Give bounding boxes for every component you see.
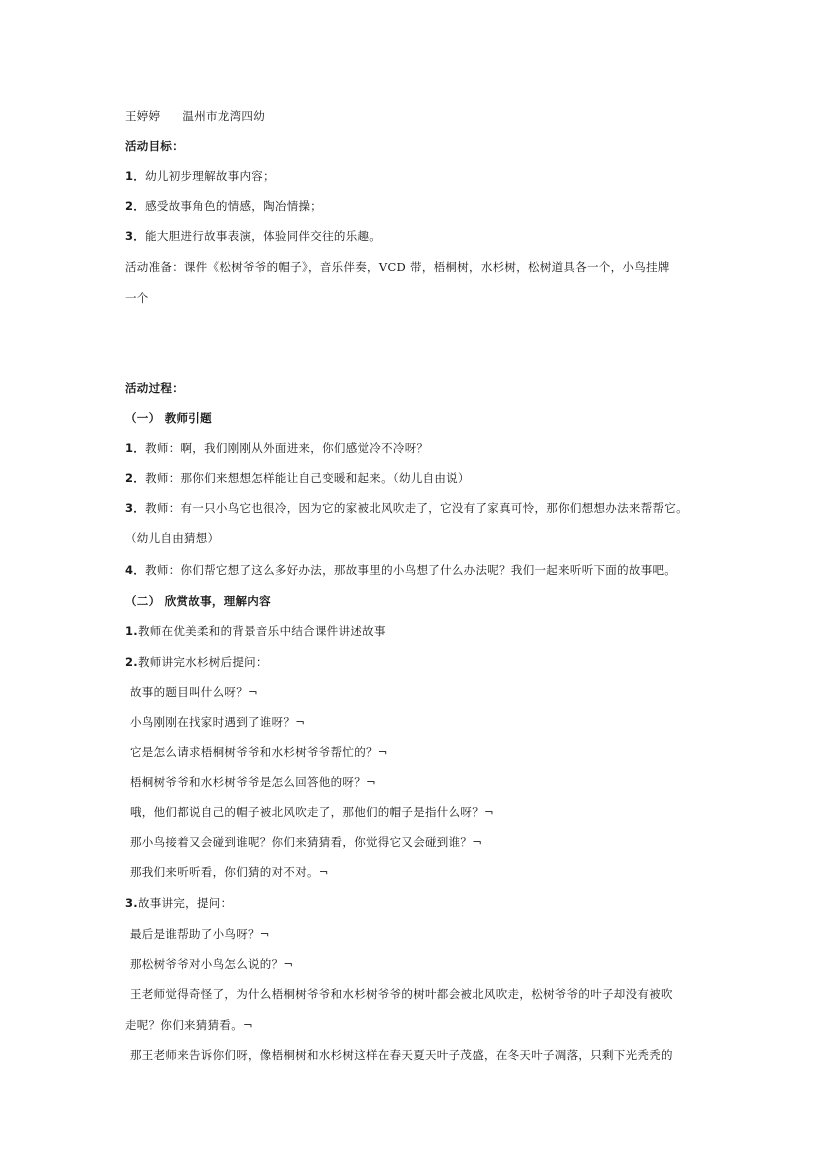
question-line: 小鸟刚刚在找家时遇到了谁呀？¬ (130, 715, 306, 729)
prep-line-2: 一个 (125, 291, 149, 305)
question-line: 那我们来听听看，你们猜的对不对。¬ (130, 865, 329, 879)
goal-item: 3．能大胆进行故事表演，体验同伴交往的乐趣。 (125, 229, 382, 243)
question-line: 那王老师来告诉你们呀，像梧桐树和水杉树这样在春天夏天叶子茂盛，在冬天叶子凋落，只剩下光秃秃的 (130, 1048, 673, 1062)
process-heading: 活动过程： (125, 381, 184, 395)
section-1-item: 4．教师：你们帮它想了这么多好办法，那故事里的小鸟想了什么办法呢？我们一起来听听下面的故事吧。 (125, 563, 677, 577)
goals-heading: 活动目标： (125, 139, 184, 153)
school-name: 温州市龙湾四幼 (182, 109, 266, 123)
author-name: 王婷婷 (125, 109, 161, 123)
section-2-step: 2.教师讲完水杉树后提问： (125, 655, 268, 669)
question-line: 它是怎么请求梧桐树爷爷和水杉树爷爷帮忙的？¬ (130, 745, 388, 759)
section-2-step: 1.教师在优美柔和的背景音乐中结合课件讲述故事 (125, 624, 386, 638)
section-1-item: （幼儿自由猜想） (125, 531, 220, 545)
question-line: 王老师觉得奇怪了，为什么梧桐树爷爷和水杉树爷爷的树叶都会被北风吹走，松树爷爷的叶子却没有被吹 (130, 987, 673, 1001)
section-1-title: （一） 教师引题 (125, 411, 212, 425)
goal-item: 2．感受故事角色的情感，陶冶情操； (125, 199, 323, 213)
prep-line-1: 活动准备：课件《松树爷爷的帽子》，音乐伴奏，VCD 带，梧桐树，水杉树，松树道具各一个，小鸟挂牌 (125, 260, 670, 274)
question-line: 哦，他们都说自己的帽子被北风吹走了，那他们的帽子是指什么呀？¬ (130, 805, 494, 819)
question-line: 走呢？你们来猜猜看。¬ (125, 1018, 253, 1032)
question-line: 最后是谁帮助了小鸟呀？¬ (130, 927, 270, 941)
section-1-item: 1．教师：啊，我们刚刚从外面进来，你们感觉冷不冷呀？ (125, 441, 429, 455)
question-line: 故事的题目叫什么呀？¬ (130, 685, 258, 699)
section-1-item: 2．教师：那你们来想想怎样能让自己变暖和起来。（幼儿自由说） (125, 471, 470, 485)
question-line: 梧桐树爷爷和水杉树爷爷是怎么回答他的呀？¬ (130, 775, 376, 789)
section-2-title: （二） 欣赏故事，理解内容 (125, 594, 271, 608)
question-line: 那松树爷爷对小鸟怎么说的？¬ (130, 957, 294, 971)
section-2-step: 3.故事讲完，提问： (125, 896, 233, 910)
header-line (125, 108, 710, 124)
question-line: 那小鸟接着又会碰到谁呢？你们来猜猜看，你觉得它又会碰到谁？¬ (130, 835, 483, 849)
goal-item: 1．幼儿初步理解故事内容； (125, 169, 275, 183)
section-1-item: 3．教师：有一只小鸟它也很冷，因为它的家被北风吹走了，它没有了家真可怜，那你们想想办法来帮帮它。 (125, 501, 688, 515)
